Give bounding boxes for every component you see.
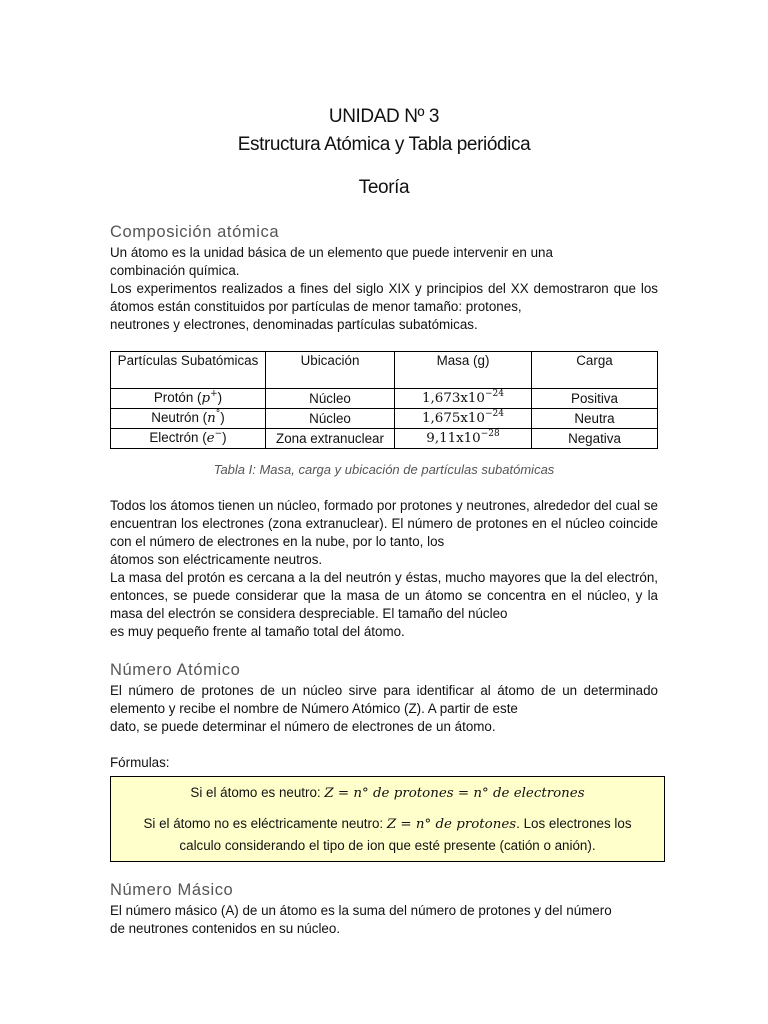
formula-ion-expression: Z = n° de protones: [386, 817, 517, 832]
formula-box: [110, 776, 665, 862]
particle-charge: Neutra: [532, 409, 658, 429]
close-paren: ): [222, 430, 227, 445]
particle-name-text: Electrón (: [149, 430, 207, 445]
mass-base: 1,673x10: [422, 391, 485, 406]
mass-base: 1,675x10: [422, 411, 485, 426]
formula-neutral-text: Si el átomo es neutro:: [190, 785, 325, 800]
unit-title: UNIDAD Nº 3: [328, 106, 440, 127]
paragraph-atomo-last: combinación química.: [110, 263, 240, 278]
table-caption: Tabla I: Masa, carga y ubicación de partículas subatómicas: [213, 462, 555, 477]
close-paren: ): [217, 390, 223, 405]
paragraph-masa-text: La masa del protón es cercana a la del neutrón y éstas, mucho mayores que la del electrón, entonces, se puede considerar que la masa de un átomo se concentra en el núcleo, y la masa del electrón se considera despreciable. El tamaño del núcleo: [110, 570, 658, 621]
mass-exponent: −24: [484, 408, 504, 419]
particle-name-text: Neutrón (: [151, 410, 208, 425]
col-header-ubicacion: Ubicación: [266, 352, 395, 389]
table-row: [111, 409, 658, 429]
particle-mass: [395, 409, 532, 429]
paragraph-numero-masico-text: El número másico (A) de un átomo es la suma del número de protones y del número: [110, 903, 612, 918]
particle-charge: Positiva: [532, 389, 658, 409]
particle-name: [111, 409, 266, 429]
paragraph-numero-masico-last: de neutrones contenidos en su núcleo.: [110, 921, 341, 936]
formula-ion: [111, 813, 664, 856]
close-paren: ): [220, 410, 225, 425]
col-header-masa: Masa (g): [395, 352, 532, 389]
particle-mass: [395, 429, 532, 449]
particle-charge: Negativa: [532, 429, 658, 449]
particle-charge-sup: °: [215, 408, 221, 419]
particle-symbol: n: [207, 411, 216, 426]
paragraph-masa-last: es muy pequeño frente al tamaño total del átomo.: [110, 624, 405, 639]
formula-ion-line3: calculo considerando el tipo de ion que esté presente (catión o anión).: [179, 838, 596, 853]
subatomic-table: [110, 351, 658, 449]
particle-charge-sup: +: [210, 388, 218, 399]
heading-composicion: Composición atómica: [110, 223, 280, 241]
paragraph-nucleo: [110, 497, 658, 569]
particle-symbol: p: [201, 391, 211, 406]
table-row: [111, 389, 658, 409]
mass-exponent: −28: [480, 428, 500, 439]
col-header-particulas: Partículas Subatómicas: [111, 352, 266, 389]
paragraph-atomo: [110, 244, 658, 280]
paragraph-nucleo-last: átomos son eléctricamente neutros.: [110, 552, 323, 567]
table-row: [111, 429, 658, 449]
paragraph-experimentos-text: Los experimentos realizados a fines del siglo XIX y principios del XX demostraron que los átomos están constituidos por partículas de menor tamaño: protones,: [110, 281, 658, 314]
paragraph-nucleo-text: Todos los átomos tienen un núcleo, formado por protones y neutrones, alrededor del cual se encuentran los electrones (zona extranuclear). El número de protones en el núcleo coincide con el número de electrones en la nube, por lo tanto, los: [110, 498, 658, 549]
formulas-label: Fórmulas:: [110, 755, 170, 770]
paragraph-atomo-text: Un átomo es la unidad básica de un elemento que puede intervenir en una: [110, 245, 553, 260]
particle-symbol: e: [206, 431, 215, 446]
mass-base: 9,11x10: [426, 431, 481, 446]
col-header-carga: Carga: [532, 352, 658, 389]
heading-numero-masico: Número Másico: [110, 881, 234, 899]
paragraph-numero-atomico-last: dato, se puede determinar el número de electrones de un átomo.: [110, 719, 496, 734]
particle-charge-sup: −: [214, 428, 223, 439]
mass-exponent: −24: [484, 388, 504, 399]
table-header-row: [111, 352, 658, 389]
section-subtitle: Teoría: [358, 177, 410, 198]
formula-neutral: [111, 785, 664, 801]
particle-name-text: Protón (: [153, 390, 202, 405]
paragraph-numero-masico: [110, 902, 658, 938]
document-title: Estructura Atómica y Tabla periódica: [237, 134, 531, 155]
particle-location: Zona extranuclear: [266, 429, 395, 449]
heading-numero-atomico: Número Atómico: [110, 661, 241, 679]
formula-neutral-expression: Z = n° de protones = n° de electrones: [324, 786, 585, 801]
particle-location: Núcleo: [266, 389, 395, 409]
formula-ion-text: Si el átomo no es eléctricamente neutro:: [143, 816, 387, 831]
paragraph-numero-atomico-text: El número de protones de un núcleo sirve para identificar al átomo de un determinado elemento y recibe el nombre de Número Atómico (Z). A partir de este: [110, 683, 658, 716]
formula-ion-rest: . Los electrones los: [516, 816, 632, 831]
particle-name: [111, 429, 266, 449]
particle-location: Núcleo: [266, 409, 395, 429]
particle-mass: [395, 389, 532, 409]
paragraph-masa: [110, 569, 658, 641]
paragraph-experimentos-last: neutrones y electrones, denominadas partículas subatómicas.: [110, 317, 478, 332]
paragraph-experimentos: [110, 280, 658, 334]
particle-name: [111, 389, 266, 409]
paragraph-numero-atomico: [110, 682, 658, 736]
